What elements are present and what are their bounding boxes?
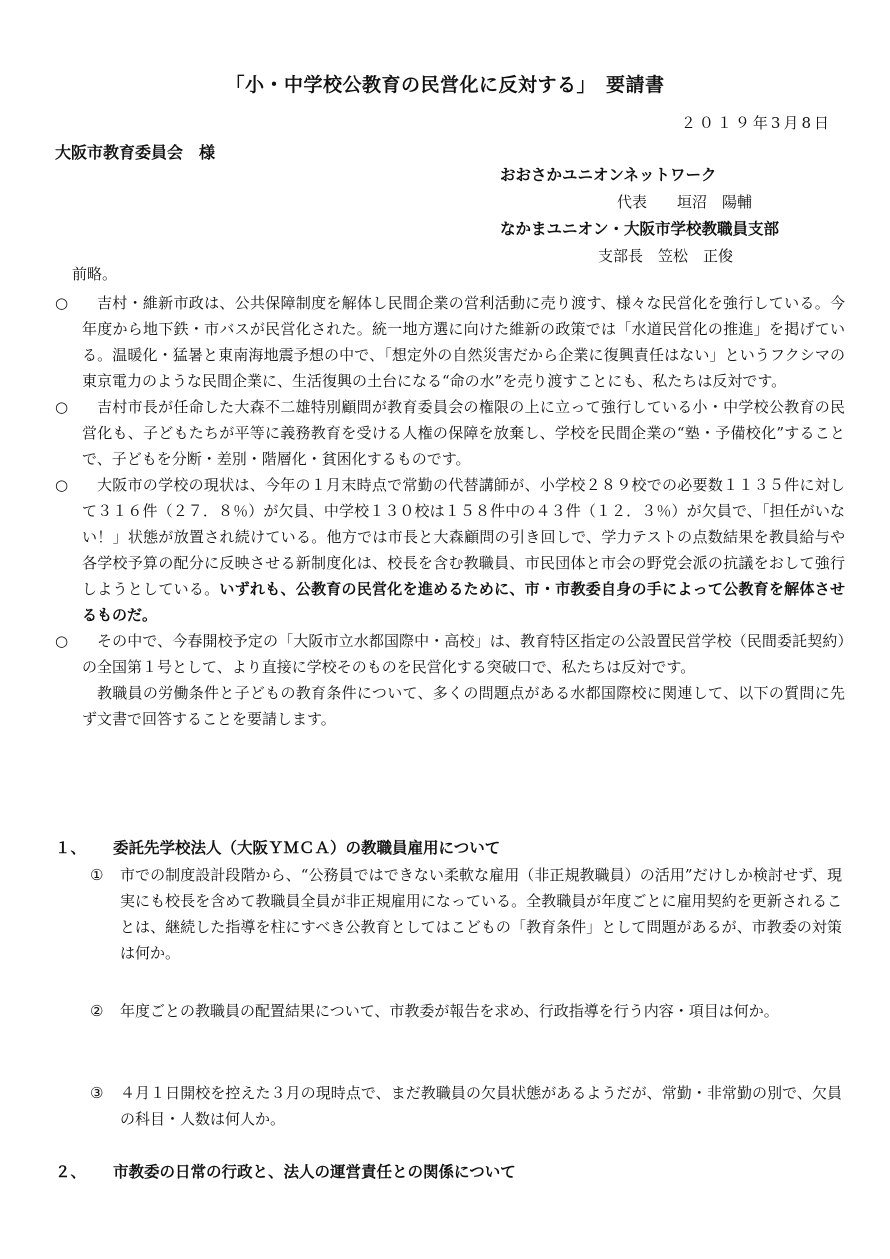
section-number: ２、 — [55, 1163, 87, 1181]
question-number: ② — [90, 1002, 104, 1020]
sender-block — [500, 162, 860, 270]
paragraph-text — [82, 472, 845, 628]
paragraph-3 — [55, 472, 845, 628]
section-heading-2 — [55, 1160, 516, 1182]
bullet-mark: ○ — [55, 398, 69, 416]
bullet-mark: ○ — [55, 476, 69, 494]
sender-rep-1: 代表 垣沼 陽輔 — [617, 193, 753, 211]
paragraph-text: 吉村・維新市政は、公共保障制度を解体し民間企業の営利活動に売り渡す、様々な民営化を強行している。今年度から地下鉄・市バスが民営化された。統一地方選に向けた維新の政策では「水道民営化の推進」を掲げている。温暖化・猛暑と東南海地震予想の中で、「想定外の自然災害だから企業に復興責任はない」というフクシマの東京電力のような民間企業に、生活復興の土台になる“命の水”を売り渡すことにも、私たちは反対です。 — [82, 294, 845, 390]
document-date: ２０１９年3月8日 — [680, 114, 832, 132]
paragraph-4 — [55, 628, 845, 680]
question-2 — [90, 998, 842, 1024]
addressee: 大阪市教育委員会 様 — [55, 143, 216, 162]
bullet-mark: ○ — [55, 294, 69, 312]
question-text: ４月１日開校を控えた３月の現時点で、まだ教職員の欠員状態があるようだが、常勤・非常勤の別で、欠員の科目・人数は何人か。 — [120, 1084, 842, 1128]
paragraph-text: その中で、今春開校予定の「大阪市立水都国際中・高校」は、教育特区指定の公設置民営学校（民間委託契約）の全国第１号として、より直接に学校そのものを民営化する突破口で、私たちは反対です。 — [82, 632, 845, 676]
question-number: ① — [90, 866, 104, 884]
sender-org-1: おおさかユニオンネットワーク — [500, 166, 717, 184]
bullet-mark: ○ — [55, 632, 69, 650]
sender-org-2: なかまユニオン・大阪市学校教職員支部 — [500, 220, 780, 238]
section-number: １、 — [55, 839, 87, 857]
document-title: 「小・中学校公教育の民営化に反対する」 要請書 — [225, 74, 665, 96]
question-1 — [90, 862, 842, 966]
body-text — [55, 290, 845, 732]
paragraph-text: 吉村市長が任命した大森不二雄特別顧問が教育委員会の権限の上に立って強行している小・中学校公教育の民営化も、子どもたちが平等に義務教育を受ける人権の保障を放棄し、学校を民間企業の“塾・予備校化”することで、子どもを分断・差別・階層化・貧困化するものです。 — [82, 398, 845, 468]
section-title: 委託先学校法人（大阪ＹＭＣＡ）の教職員雇用について — [113, 839, 501, 857]
paragraph-2 — [55, 394, 845, 472]
question-text: 市での制度設計段階から、“公務員ではできない柔軟な雇用（非正規教職員）の活用”だけしか検討せず、現実にも校長を含めて教職員全員が非正規雇用になっている。全教職員が年度ごとに雇用契約を更新されることは、継続した指導を柱にすべき公教育としてはこどもの「教育条件」として問題があるが、市教委の対策は何か。 — [120, 866, 842, 962]
paragraph-text-normal: 大阪市の学校の現状は、今年の１月末時点で常勤の代替講師が、小学校２８９校での必要数１１３５件に対して３１６件（２７．８％）が欠員、中学校１３０校は１５８件中の４３件（１２．３％）が欠員で、「担任がいない！」状態が放置され続けている。他方では市長と大森顧問の引き回しで、学力テストの点数結果を教員給与や各学校予算の配分に反映させる新制度化は、校長を含む教職員、市民団体と市会の野党会派の抗議をおして強行しようとしている。 — [82, 476, 845, 598]
question-number: ③ — [90, 1084, 104, 1102]
section-heading-1 — [55, 836, 500, 858]
paragraph-1 — [55, 290, 845, 394]
sender-rep-2: 支部長 笠松 正俊 — [598, 247, 734, 265]
question-3 — [90, 1080, 842, 1132]
paragraph-text-bold: いずれも、公教育の民営化を進めるために、市・市教委自身の手によって公教育を解体させるものだ。 — [82, 580, 845, 624]
greeting: 前略。 — [72, 265, 118, 283]
section-title: 市教委の日常の行政と、法人の運営責任との関係について — [113, 1163, 516, 1181]
question-text: 年度ごとの教職員の配置結果について、市教委が報告を求め、行政指導を行う内容・項目は何か。 — [120, 1002, 779, 1020]
closing-request: 教職員の労働条件と子どもの教育条件について、多くの問題点がある水都国際校に関連して、以下の質問に先ず文書で回答することを要請します。 — [82, 684, 845, 728]
